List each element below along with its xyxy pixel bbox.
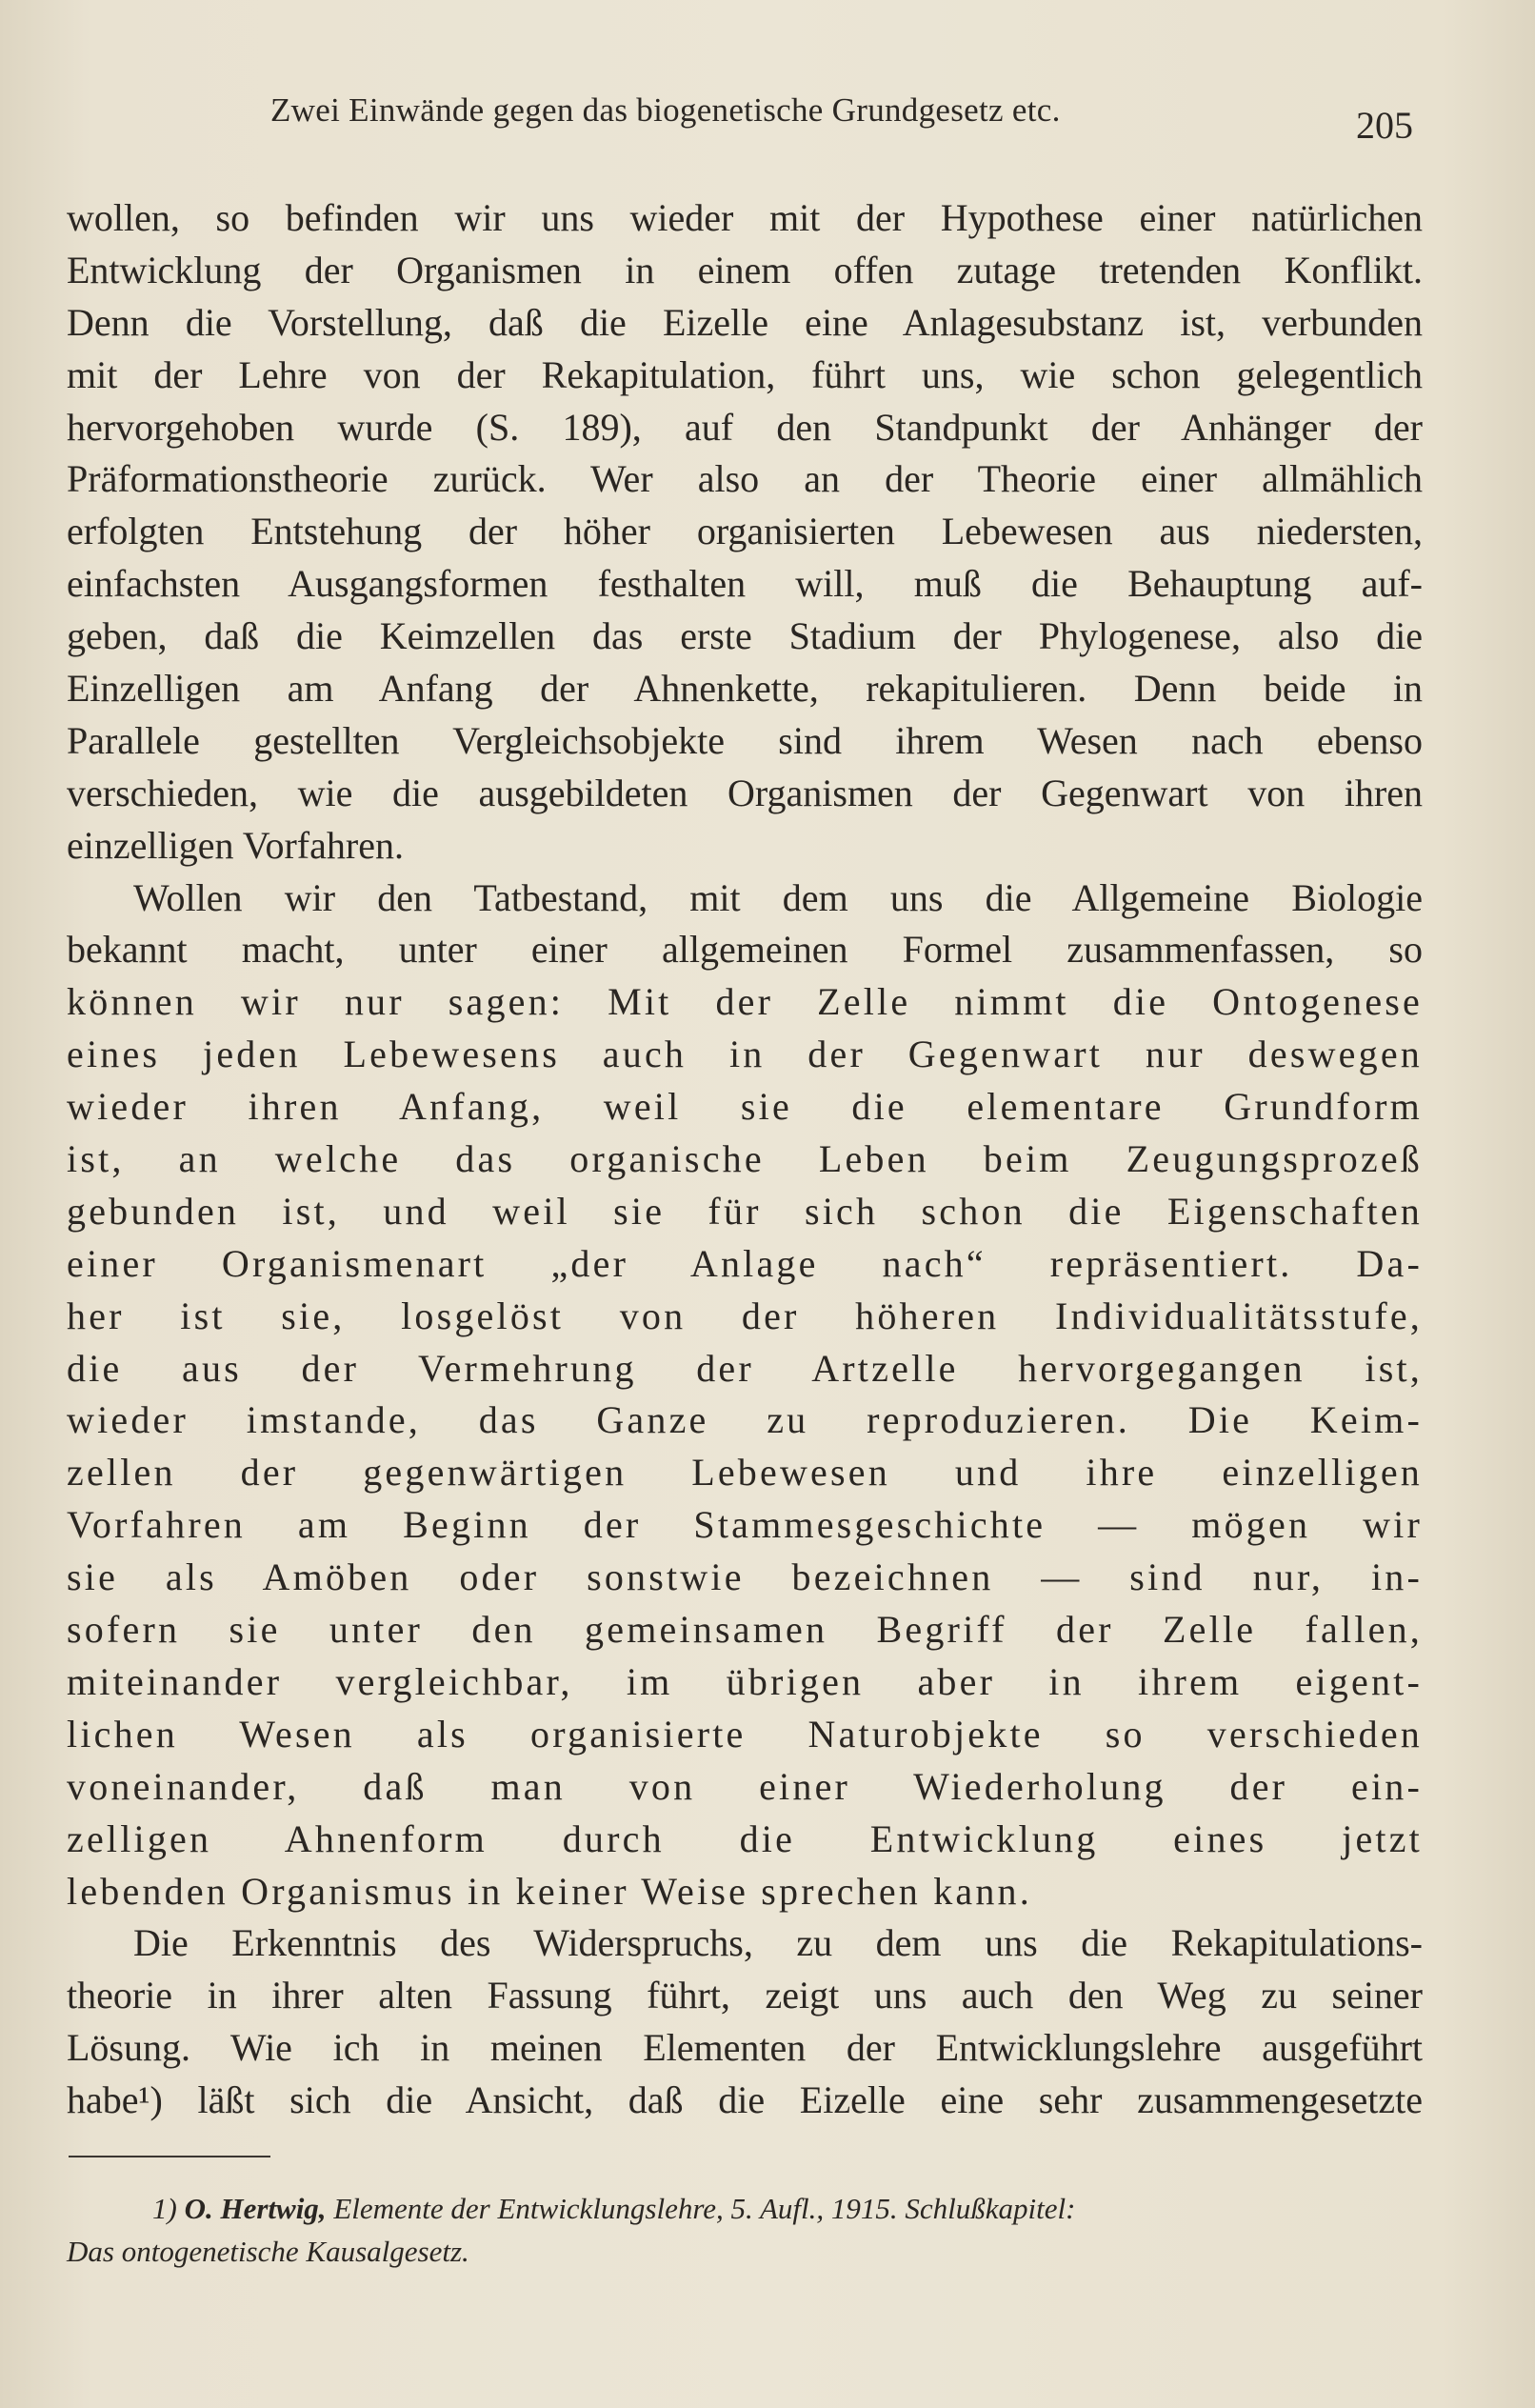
text-line: Präformationstheorie zurück. Wer also an der Theorie einer allmählich — [67, 457, 1423, 501]
text-line: lichen Wesen als organisierte Naturobjekte so verschieden — [67, 1712, 1423, 1756]
page-number: 205 — [1356, 104, 1413, 147]
text-line: miteinander vergleichbar, im übrigen aber in ihrem eigent- — [67, 1659, 1423, 1703]
text-line: sie als Amöben oder sonstwie bezeichnen — sind nur, in- — [67, 1555, 1423, 1599]
text-line: ist, an welche das organische Leben beim Zeugungsprozeß — [67, 1137, 1423, 1181]
text-line: einfachsten Ausgangsformen festhalten will, muß die Behauptung auf- — [67, 562, 1423, 606]
text-line: Entwicklung der Organismen in einem offen zutage tretenden Konflikt. — [67, 248, 1423, 291]
text-line: gebunden ist, und weil sie für sich schon die Eigenschaften — [67, 1189, 1423, 1233]
text-line: wieder imstande, das Ganze zu reproduzieren. Die Keim- — [67, 1398, 1423, 1442]
footnote-line — [67, 2187, 1423, 2230]
footnote-citation: Elemente der Entwicklungslehre, 5. Aufl., 1915. Schlußkapitel: — [333, 2192, 1076, 2225]
text-line: wieder ihren Anfang, weil sie die elementare Grundform — [67, 1085, 1423, 1129]
text-line: einzelligen Vorfahren. — [67, 823, 404, 867]
footnote-line: Das ontogenetische Kausalgesetz. — [67, 2235, 469, 2268]
text-line: Denn die Vorstellung, daß die Eizelle eine Anlagesubstanz ist, verbunden — [67, 300, 1423, 344]
text-line: die aus der Vermehrung der Artzelle hervorgegangen ist, — [67, 1346, 1423, 1390]
text-line: Einzelligen am Anfang der Ahnenkette, rekapitulieren. Denn beide in — [67, 667, 1423, 711]
text-line: habe¹) läßt sich die Ansicht, daß die Eizelle eine sehr zusammengesetzte — [67, 2078, 1423, 2122]
text-line: wollen, so befinden wir uns wieder mit der Hypothese einer natürlichen — [67, 196, 1423, 239]
text-line: Wollen wir den Tatbestand, mit dem uns die Allgemeine Biologie — [133, 875, 1423, 919]
text-line: Vorfahren am Beginn der Stammesgeschichte — mögen wir — [67, 1503, 1423, 1547]
text-line: Die Erkenntnis des Widerspruchs, zu dem uns die Rekapitulations- — [133, 1921, 1423, 1965]
footnote-marker: 1) — [152, 2192, 177, 2225]
text-line: einer Organismenart „der Anlage nach“ repräsentiert. Da- — [67, 1241, 1423, 1285]
text-line: hervorgehoben wurde (S. 189), auf den Standpunkt der Anhänger der — [67, 405, 1423, 449]
text-line: theorie in ihrer alten Fassung führt, zeigt uns auch den Weg zu seiner — [67, 1974, 1423, 2017]
footnote-author: O. Hertwig, — [184, 2192, 327, 2225]
text-line: zelligen Ahnenform durch die Entwicklung eines jetzt — [67, 1816, 1423, 1860]
text-line: her ist sie, losgelöst von der höheren Individualitätsstufe, — [67, 1294, 1423, 1337]
text-line: verschieden, wie die ausgebildeten Organismen der Gegenwart von ihren — [67, 771, 1423, 814]
text-line: geben, daß die Keimzellen das erste Stadium der Phylogenese, also die — [67, 614, 1423, 658]
text-line: eines jeden Lebewesens auch in der Gegenwart nur deswegen — [67, 1033, 1423, 1076]
text-line: erfolgten Entstehung der höher organisierten Lebewesen aus niedersten, — [67, 510, 1423, 553]
text-line: Lösung. Wie ich in meinen Elementen der Entwicklungslehre ausgeführt — [67, 2026, 1423, 2070]
text-line: Parallele gestellten Vergleichsobjekte sind ihrem Wesen nach ebenso — [67, 718, 1423, 762]
body-text — [67, 192, 1423, 2127]
text-line: zellen der gegenwärtigen Lebewesen und ihre einzelligen — [67, 1451, 1423, 1495]
text-line: sofern sie unter den gemeinsamen Begriff der Zelle fallen, — [67, 1608, 1423, 1652]
text-line: können wir nur sagen: Mit der Zelle nimmt die Ontogenese — [67, 980, 1423, 1024]
text-line: voneinander, daß man von einer Wiederholung der ein- — [67, 1764, 1423, 1808]
text-line: mit der Lehre von der Rekapitulation, führt uns, wie schon gelegentlich — [67, 352, 1423, 396]
text-line: bekannt macht, unter einer allgemeinen Formel zusammenfassen, so — [67, 928, 1423, 972]
footnote — [67, 2187, 1423, 2273]
running-title: Zwei Einwände gegen das biogenetische Grundgesetz etc. — [270, 91, 1061, 129]
text-line: lebenden Organismus in keiner Weise sprechen kann. — [67, 1869, 1032, 1913]
footnote-divider — [69, 2156, 270, 2157]
